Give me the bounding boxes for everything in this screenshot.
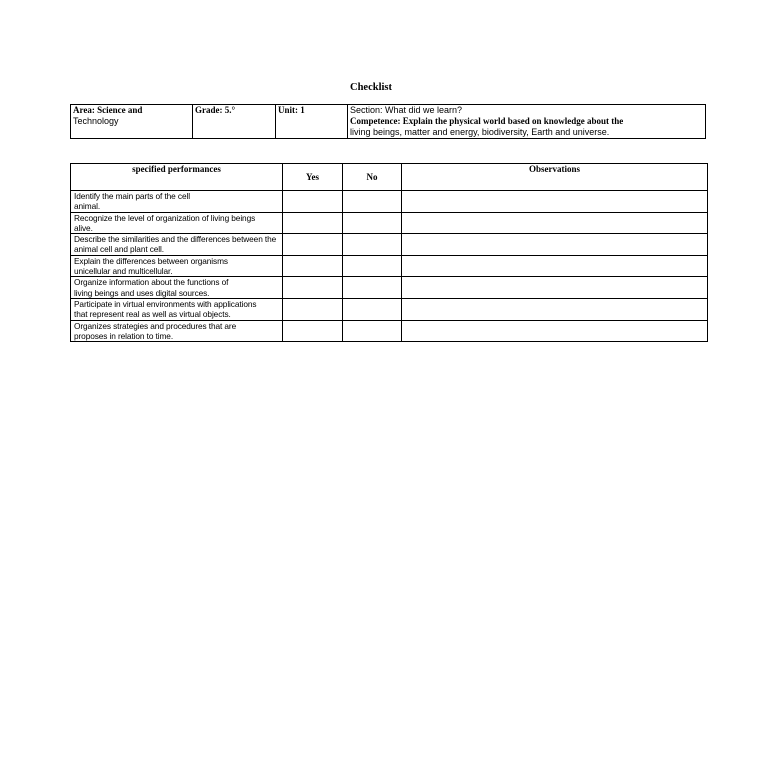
yes-cell[interactable] bbox=[283, 212, 343, 234]
performance-cell bbox=[71, 234, 283, 256]
performance-cell bbox=[71, 277, 283, 299]
grade-cell bbox=[193, 105, 276, 139]
area-value: Technology bbox=[73, 116, 119, 126]
performance-line: unicellular and multicellular. bbox=[74, 266, 173, 277]
observations-cell[interactable] bbox=[402, 277, 708, 299]
performance-line: proposes in relation to time. bbox=[74, 330, 174, 341]
observations-cell[interactable] bbox=[402, 255, 708, 277]
yes-cell[interactable] bbox=[283, 234, 343, 256]
table-row bbox=[71, 191, 708, 213]
area-cell bbox=[71, 105, 193, 139]
yes-cell[interactable] bbox=[283, 277, 343, 299]
no-cell[interactable] bbox=[343, 298, 402, 320]
header-table bbox=[70, 104, 706, 139]
area-label: Area: Science and bbox=[73, 105, 143, 115]
section-text: Section: What did we learn? bbox=[350, 105, 463, 115]
performance-line: alive. bbox=[74, 222, 93, 233]
yes-cell[interactable] bbox=[283, 298, 343, 320]
col-header-observations: Observations bbox=[402, 164, 708, 191]
table-row bbox=[71, 234, 708, 256]
performance-line: Participate in virtual environments with applications bbox=[74, 298, 257, 309]
performance-line: Describe the similarities and the differences between the bbox=[74, 234, 277, 245]
observations-cell[interactable] bbox=[402, 234, 708, 256]
no-cell[interactable] bbox=[343, 255, 402, 277]
performance-line: living beings and uses digital sources. bbox=[74, 287, 210, 298]
unit-cell bbox=[276, 105, 348, 139]
performance-line: Explain the differences between organisms bbox=[74, 255, 228, 266]
checklist-table bbox=[70, 163, 708, 342]
performance-cell bbox=[71, 255, 283, 277]
performance-cell bbox=[71, 212, 283, 234]
yes-cell[interactable] bbox=[283, 320, 343, 342]
yes-cell[interactable] bbox=[283, 191, 343, 213]
section-cell bbox=[348, 105, 706, 139]
observations-cell[interactable] bbox=[402, 191, 708, 213]
performance-line: Recognize the level of organization of living beings bbox=[74, 212, 256, 223]
no-cell[interactable] bbox=[343, 277, 402, 299]
competence-title: Competence: Explain the physical world based on knowledge about the bbox=[350, 116, 624, 126]
yes-cell[interactable] bbox=[283, 255, 343, 277]
performance-line: animal. bbox=[74, 201, 101, 212]
unit-label: Unit: 1 bbox=[278, 105, 305, 115]
table-row bbox=[71, 255, 708, 277]
checklist-header-row bbox=[71, 164, 708, 191]
competence-text: living beings, matter and energy, biodiversity, Earth and universe. bbox=[350, 127, 610, 137]
table-row bbox=[71, 277, 708, 299]
observations-cell[interactable] bbox=[402, 298, 708, 320]
performance-line: that represent real as well as virtual objects. bbox=[74, 309, 231, 320]
col-header-performances: specified performances bbox=[71, 164, 283, 191]
performance-cell bbox=[71, 320, 283, 342]
table-row bbox=[71, 320, 708, 342]
page-title: Checklist bbox=[350, 82, 392, 93]
performance-line: Identify the main parts of the cell bbox=[74, 191, 190, 201]
no-cell[interactable] bbox=[343, 234, 402, 256]
performance-cell bbox=[71, 191, 283, 213]
col-header-yes: Yes bbox=[283, 164, 343, 191]
grade-label: Grade: 5.° bbox=[195, 105, 236, 115]
col-header-no: No bbox=[343, 164, 402, 191]
observations-cell[interactable] bbox=[402, 212, 708, 234]
observations-cell[interactable] bbox=[402, 320, 708, 342]
no-cell[interactable] bbox=[343, 320, 402, 342]
table-row bbox=[71, 212, 708, 234]
performance-cell bbox=[71, 298, 283, 320]
performance-line: Organizes strategies and procedures that are bbox=[74, 320, 237, 331]
no-cell[interactable] bbox=[343, 212, 402, 234]
no-cell[interactable] bbox=[343, 191, 402, 213]
performance-line: animal cell and plant cell. bbox=[74, 244, 165, 255]
performance-line: Organize information about the functions of bbox=[74, 277, 229, 288]
table-row bbox=[71, 298, 708, 320]
